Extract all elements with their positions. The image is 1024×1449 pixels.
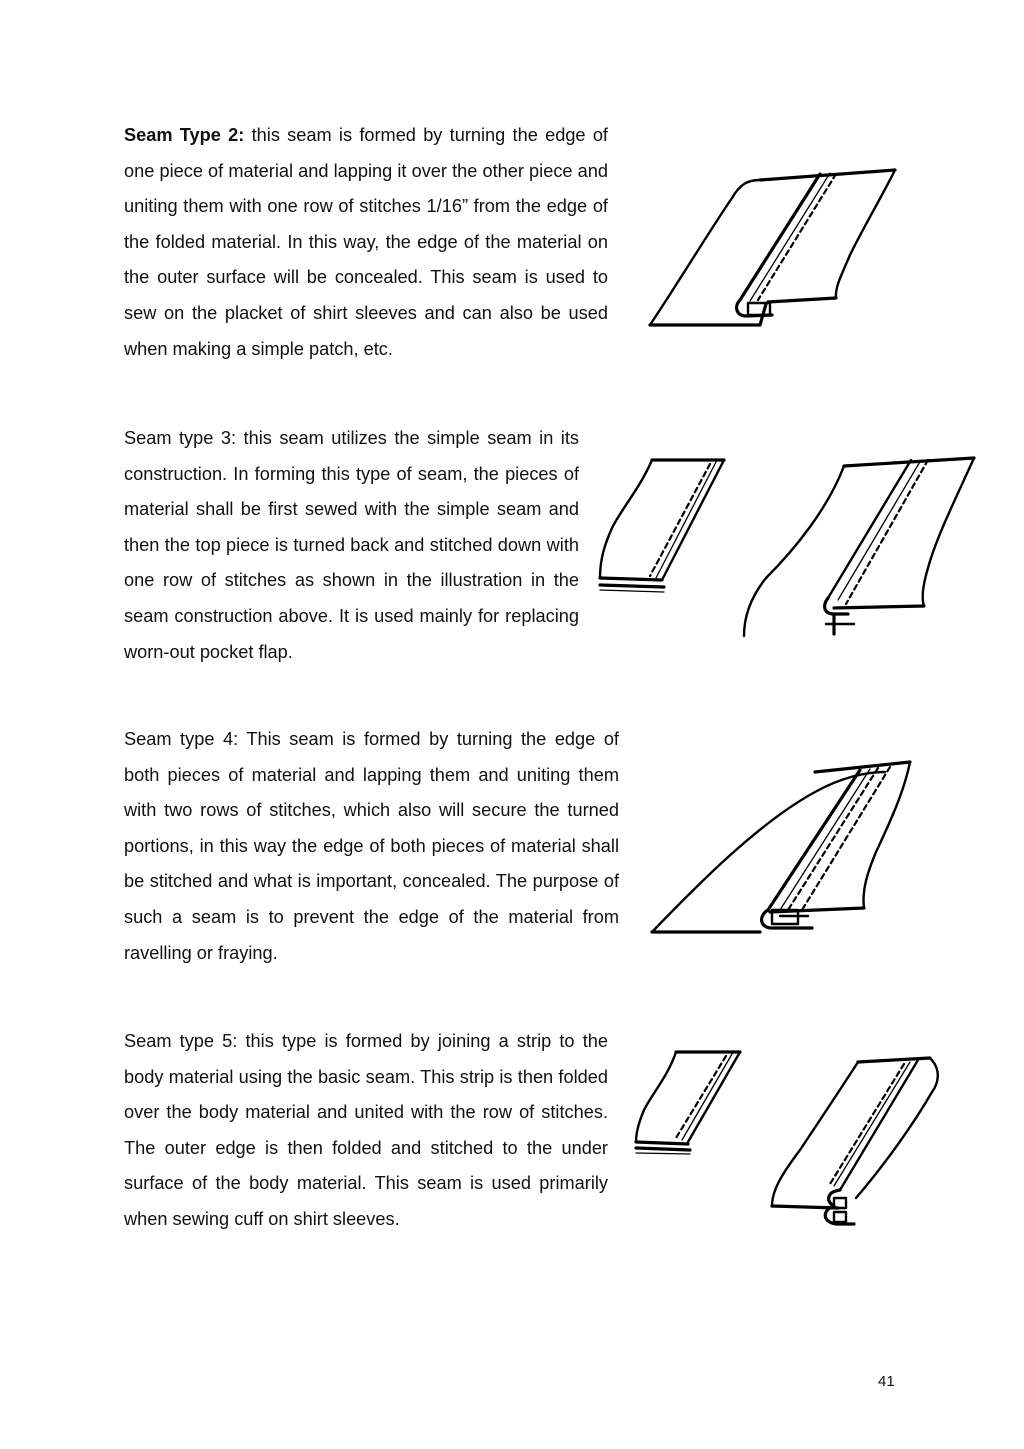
seam-type-2-heading: Seam Type 2: (124, 125, 245, 145)
page-number: 41 (878, 1373, 895, 1390)
seam-type-5-illustration-step-1 (630, 1046, 750, 1161)
seam-type-3-illustration-step-2 (736, 448, 986, 643)
seam-type-3-illustration-step-1 (592, 448, 732, 598)
seam-type-4-paragraph: Seam type 4: This seam is formed by turning the edge of both pieces of material and lapping them and uniting them with two rows of stitches, which also will secure the turned portions, in this way the edge of both pieces of material shall be stitched and what is important, concealed. The purpose of such a seam is to prevent the edge of the material from ravelling or fraying. (124, 729, 619, 963)
seam-type-2-text: this seam is formed by turning the edge of one piece of material and lapping it over the other piece and uniting them with one row of stitches 1/16” from the edge of the folded material. In this way, the edge of the material on the outer surface will be concealed. This seam is used to sew on the placket of shirt sleeves and can also be used when making a simple patch, etc. (124, 125, 608, 359)
seam-type-2-paragraph (124, 118, 608, 367)
seam-type-4-illustration (640, 752, 940, 942)
seam-type-5-paragraph: Seam type 5: this type is formed by joining a strip to the body material using the basic seam. This strip is then folded over the body material and united with the row of stitches. The outer edge is then folded and stitched to the under surface of the body material. This seam is used primarily when sewing cuff on shirt sleeves. (124, 1031, 608, 1229)
seam-type-2-illustration (640, 160, 910, 340)
seam-type-5-illustration-step-2 (760, 1050, 960, 1240)
seam-type-3-paragraph: Seam type 3: this seam utilizes the simple seam in its construction. In forming this type of seam, the pieces of material shall be first sewed with the simple seam and then the top piece is turned back and stitched down with one row of stitches as shown in the illustration in the seam construction above. It is used mainly for replacing worn-out pocket flap. (124, 428, 579, 662)
